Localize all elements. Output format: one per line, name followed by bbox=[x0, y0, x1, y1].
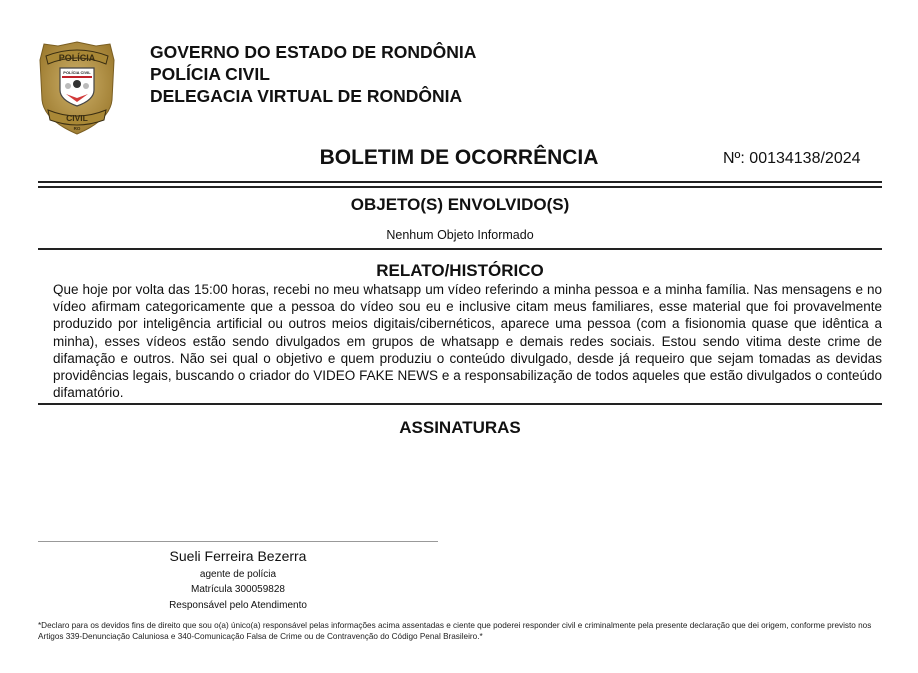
signature-line bbox=[38, 541, 438, 542]
svg-text:RO: RO bbox=[73, 126, 81, 131]
signatory-registration: Matrícula 300059828 bbox=[191, 584, 285, 595]
svg-text:POLÍCIA CIVIL: POLÍCIA CIVIL bbox=[63, 70, 91, 75]
svg-text:POLÍCIA: POLÍCIA bbox=[58, 53, 96, 63]
divider bbox=[38, 181, 882, 183]
signatory-role: agente de polícia bbox=[199, 569, 277, 580]
objects-value: Nenhum Objeto Informado bbox=[386, 228, 534, 242]
divider bbox=[38, 186, 882, 188]
policia-civil-badge-icon bbox=[38, 40, 116, 136]
relato-section-title: RELATO/HISTÓRICO bbox=[376, 261, 544, 280]
signatory-name: Sueli Ferreira Bezerra bbox=[169, 548, 307, 564]
relato-text: Que hoje por volta das 15:00 horas, recebi no meu whatsapp um vídeo referindo a minha pessoa e a minha família. Nas mensagens e no vídeo afirmam categoricamente que a pessoa do vídeo sou eu e inclusive citam meus familiares, esse material que foi provavelmente produzido por inteligência artificial ou outros meios digitais/cibernéticos, aparece uma pessoa (com a fisionomia quase que idêntica a minha), esses vídeos estão sendo divulgados em grupos de whatsapp e demais redes sociais. Estou sendo vitima deste crime de difamação e outros. Não sei qual o objetivo e quem produziu o conteúdo divulgado, desde já requeiro que sejam tomadas as devidas providências legais, buscando o criador do VIDEO FAKE NEWS e a responsabilização de todos aqueles que estão divulgados o conteúdo difamatório. bbox=[53, 282, 882, 401]
header-government: GOVERNO DO ESTADO DE RONDÔNIA bbox=[150, 42, 477, 62]
svg-text:CIVIL: CIVIL bbox=[66, 113, 88, 123]
signatory-responsibility: Responsável pelo Atendimento bbox=[169, 600, 307, 611]
document-number: Nº: 00134138/2024 bbox=[723, 150, 861, 167]
declaration-footnote: *Declaro para os devidos fins de direito que sou o(a) único(a) responsável pelas informações acima assentadas e ciente que poderei responder civil e criminalmente pela presente declaração que dei origem, conforme previsto nos Artigos 339-Denunciação Caluniosa e 340-Comunicação Falsa de Crime ou de Contravenção do Código Penal Brasileiro.* bbox=[38, 621, 872, 641]
objects-section-title: OBJETO(S) ENVOLVIDO(S) bbox=[350, 195, 570, 214]
signatures-section-title: ASSINATURAS bbox=[399, 418, 521, 437]
header-delegacia: DELEGACIA VIRTUAL DE RONDÔNIA bbox=[150, 86, 463, 106]
header-institution bbox=[150, 41, 476, 107]
divider bbox=[38, 248, 882, 250]
header-police: POLÍCIA CIVIL bbox=[150, 64, 270, 84]
document-title-text: BOLETIM DE OCORRÊNCIA bbox=[319, 146, 599, 169]
divider bbox=[38, 403, 882, 405]
